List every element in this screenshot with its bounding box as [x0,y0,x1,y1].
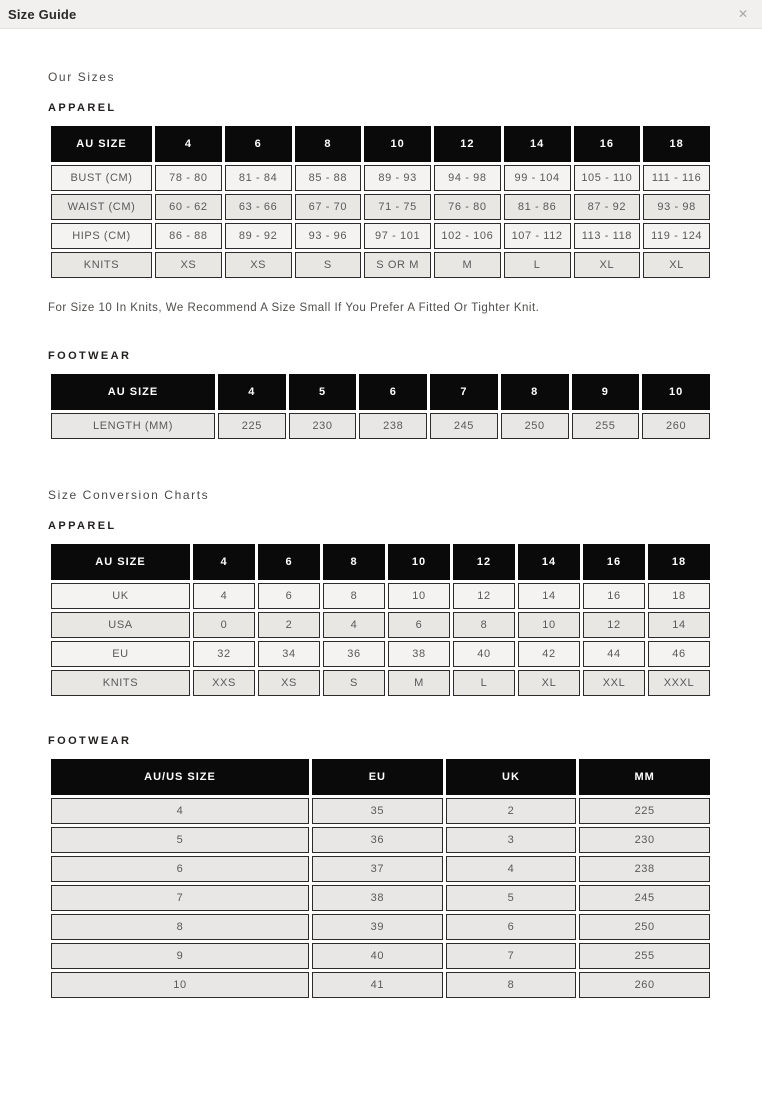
table-row [51,223,710,249]
cell: 255 [572,413,640,439]
cell: 238 [579,856,710,882]
table-row [51,827,710,853]
cell: 245 [430,413,498,439]
cell: KNITS [51,252,152,278]
cell: 8 [51,914,309,940]
conversion-footwear-label: FOOTWEAR [48,735,132,747]
cell: 81 - 84 [225,165,292,191]
header-cell: 14 [504,126,571,162]
cell: 105 - 110 [574,165,641,191]
table-row [51,798,710,824]
cell: 6 [446,914,577,940]
size-guide-content [0,70,762,1041]
modal-title: Size Guide [8,6,77,22]
cell: KNITS [51,670,190,696]
cell: 250 [501,413,569,439]
cell: 46 [648,641,710,667]
cell: 260 [579,972,710,998]
cell: 37 [312,856,443,882]
cell: HIPS (CM) [51,223,152,249]
header-cell: 4 [218,374,286,410]
cell: 230 [289,413,357,439]
cell: 4 [193,583,255,609]
table-row [51,885,710,911]
cell: L [453,670,515,696]
header-cell: 6 [258,544,320,580]
cell: 4 [51,798,309,824]
cell: 255 [579,943,710,969]
header-cell: AU SIZE [51,374,215,410]
cell: 250 [579,914,710,940]
table-row [51,972,710,998]
cell: 7 [446,943,577,969]
header-cell: 4 [193,544,255,580]
modal-header [0,0,762,29]
header-cell: MM [579,759,710,795]
cell: 119 - 124 [643,223,710,249]
cell: 32 [193,641,255,667]
table-row [51,165,710,191]
header-cell: 18 [648,544,710,580]
header-cell: AU/US SIZE [51,759,309,795]
cell: 71 - 75 [364,194,431,220]
cell: 60 - 62 [155,194,222,220]
cell: 35 [312,798,443,824]
cell: 12 [453,583,515,609]
cell: 93 - 98 [643,194,710,220]
cell: 16 [583,583,645,609]
cell: 113 - 118 [574,223,641,249]
cell: 10 [518,612,580,638]
header-cell: AU SIZE [51,126,152,162]
cell: 245 [579,885,710,911]
header-cell: 9 [572,374,640,410]
our-sizes-footwear-label: FOOTWEAR [48,350,132,362]
cell: XXL [583,670,645,696]
cell: BUST (CM) [51,165,152,191]
header-cell: 12 [453,544,515,580]
cell: 42 [518,641,580,667]
cell: 97 - 101 [364,223,431,249]
cell: WAIST (CM) [51,194,152,220]
our-sizes-apparel-table [48,123,713,281]
cell: EU [51,641,190,667]
cell: 14 [648,612,710,638]
header-cell: 6 [225,126,292,162]
cell: 102 - 106 [434,223,501,249]
cell: 225 [218,413,286,439]
conversion-footwear-table [48,756,713,1001]
cell: 44 [583,641,645,667]
cell: 89 - 92 [225,223,292,249]
cell: XS [258,670,320,696]
table-row [51,641,710,667]
cell: XXXL [648,670,710,696]
cell: S OR M [364,252,431,278]
cell: 87 - 92 [574,194,641,220]
table-row [51,914,710,940]
cell: 111 - 116 [643,165,710,191]
conversion-apparel-table [48,541,713,699]
cell: 9 [51,943,309,969]
header-cell: 16 [583,544,645,580]
cell: 93 - 96 [295,223,362,249]
cell: 8 [453,612,515,638]
cell: LENGTH (MM) [51,413,215,439]
table-row [51,943,710,969]
cell: 40 [453,641,515,667]
table-row [51,670,710,696]
table-row [51,194,710,220]
knits-size-note: For Size 10 In Knits, We Recommend A Size Small If You Prefer A Fitted Or Tighter Knit. [48,302,540,314]
header-cell: 12 [434,126,501,162]
cell: 0 [193,612,255,638]
cell: 3 [446,827,577,853]
header-row [51,759,710,795]
cell: 67 - 70 [295,194,362,220]
cell: 10 [51,972,309,998]
cell: 85 - 88 [295,165,362,191]
cell: 94 - 98 [434,165,501,191]
cell: 107 - 112 [504,223,571,249]
cell: 36 [323,641,385,667]
our-sizes-apparel-label: APPAREL [48,102,117,114]
header-row [51,374,710,410]
cell: 38 [388,641,450,667]
cell: 2 [446,798,577,824]
cell: S [323,670,385,696]
cell: 41 [312,972,443,998]
cell: UK [51,583,190,609]
cell: 99 - 104 [504,165,571,191]
cell: L [504,252,571,278]
cell: 225 [579,798,710,824]
cell: 238 [359,413,427,439]
cell: M [388,670,450,696]
cell: 76 - 80 [434,194,501,220]
conversion-apparel-label: APPAREL [48,520,117,532]
cell: 6 [388,612,450,638]
cell: 63 - 66 [225,194,292,220]
cell: S [295,252,362,278]
header-cell: 6 [359,374,427,410]
conversion-charts-heading: Size Conversion Charts [48,488,210,502]
header-cell: 5 [289,374,357,410]
cell: 5 [51,827,309,853]
cell: 230 [579,827,710,853]
cell: XL [518,670,580,696]
our-sizes-heading: Our Sizes [48,70,116,84]
table-row [51,612,710,638]
header-cell: 8 [323,544,385,580]
header-cell: 10 [642,374,710,410]
table-row [51,252,710,278]
header-cell: 16 [574,126,641,162]
header-cell: 7 [430,374,498,410]
header-cell: EU [312,759,443,795]
cell: 81 - 86 [504,194,571,220]
table-row [51,583,710,609]
cell: XL [643,252,710,278]
cell: 34 [258,641,320,667]
cell: USA [51,612,190,638]
header-cell: 4 [155,126,222,162]
close-icon[interactable]: ✕ [737,7,748,21]
cell: 6 [51,856,309,882]
header-cell: 18 [643,126,710,162]
cell: 14 [518,583,580,609]
cell: 10 [388,583,450,609]
cell: 86 - 88 [155,223,222,249]
cell: 4 [323,612,385,638]
header-cell: 8 [295,126,362,162]
cell: 8 [446,972,577,998]
cell: XXS [193,670,255,696]
cell: 4 [446,856,577,882]
header-cell: 10 [388,544,450,580]
cell: 36 [312,827,443,853]
cell: 78 - 80 [155,165,222,191]
header-cell: 10 [364,126,431,162]
cell: 39 [312,914,443,940]
cell: 8 [323,583,385,609]
cell: 2 [258,612,320,638]
header-cell: UK [446,759,577,795]
cell: 12 [583,612,645,638]
table-row [51,856,710,882]
our-sizes-footwear-table [48,371,713,442]
cell: XL [574,252,641,278]
cell: 89 - 93 [364,165,431,191]
cell: M [434,252,501,278]
header-cell: 14 [518,544,580,580]
cell: XS [155,252,222,278]
cell: 6 [258,583,320,609]
header-row [51,126,710,162]
header-cell: 8 [501,374,569,410]
cell: 260 [642,413,710,439]
cell: 18 [648,583,710,609]
cell: 40 [312,943,443,969]
cell: 7 [51,885,309,911]
cell: XS [225,252,292,278]
header-row [51,544,710,580]
cell: 38 [312,885,443,911]
cell: 5 [446,885,577,911]
header-cell: AU SIZE [51,544,190,580]
table-row [51,413,710,439]
